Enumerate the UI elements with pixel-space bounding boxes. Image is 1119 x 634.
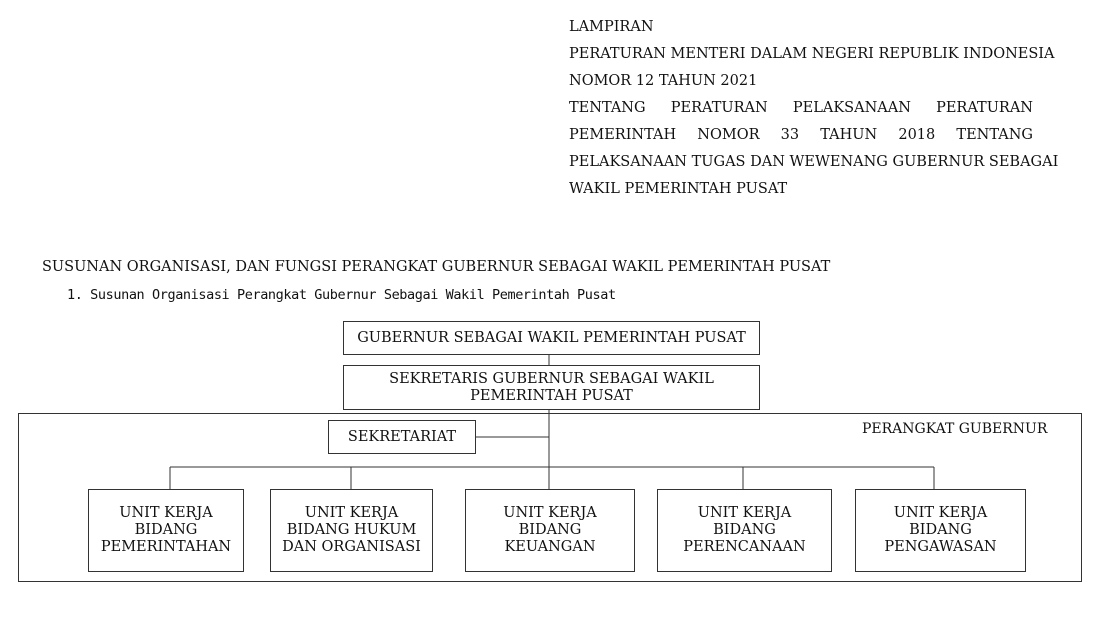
sekretariat-label: SEKRETARIAT <box>347 428 457 445</box>
header-line-2: NOMOR 12 TAHUN 2021 <box>569 73 758 89</box>
unit-label-line-1: UNIT KERJA <box>304 505 399 521</box>
header-line-3: TENTANG PERATURAN PELAKSANAAN PERATURAN <box>569 100 1033 116</box>
frame-label: PERANGKAT GUBERNUR <box>862 421 1048 437</box>
section-title: SUSUNAN ORGANISASI, DAN FUNGSI PERANGKAT GUBERNUR SEBAGAI WAKIL PEMERINTAH PUSAT <box>42 259 831 275</box>
unit-label-line-1: UNIT KERJA <box>503 505 597 521</box>
header-line-4: PEMERINTAH NOMOR 33 TAHUN 2018 TENTANG <box>569 127 1033 143</box>
unit-box-pemerintahan <box>88 489 244 572</box>
unit-label-line-3: PEMERINTAHAN <box>100 539 232 555</box>
header-lampiran: LAMPIRAN <box>569 19 654 35</box>
header-line-1: PERATURAN MENTERI DALAM NEGERI REPUBLIK INDONESIA <box>569 46 1055 62</box>
unit-label-line-2: BIDANG <box>909 522 972 538</box>
header-line-6: WAKIL PEMERINTAH PUSAT <box>569 181 788 197</box>
unit-label-line-1: UNIT KERJA <box>697 505 792 521</box>
sekretariat-box <box>328 420 476 454</box>
unit-label-line-2: BIDANG HUKUM <box>286 522 417 538</box>
sekretaris-box <box>343 365 760 410</box>
unit-label-line-2: BIDANG <box>134 522 198 538</box>
gubernur-box <box>343 321 760 355</box>
unit-box-pengawasan <box>855 489 1026 572</box>
sekretaris-label-line-1: SEKRETARIS GUBERNUR SEBAGAI WAKIL <box>389 370 714 387</box>
unit-label-line-3: DAN ORGANISASI <box>282 539 421 555</box>
header-line-5: PELAKSANAAN TUGAS DAN WEWENANG GUBERNUR SEBAGAI <box>569 154 1059 170</box>
unit-label-line-1: UNIT KERJA <box>119 505 213 521</box>
gubernur-box-label: GUBERNUR SEBAGAI WAKIL PEMERINTAH PUSAT <box>357 329 746 346</box>
sub-title: 1. Susunan Organisasi Perangkat Gubernur Sebagai Wakil Pemerintah Pusat <box>67 287 616 303</box>
unit-label-line-2: BIDANG <box>713 522 776 538</box>
unit-box-keuangan <box>465 489 635 572</box>
unit-box-hukum-organisasi <box>270 489 433 572</box>
unit-label-line-3: KEUANGAN <box>504 539 596 555</box>
sekretaris-label-line-2: PEMERINTAH PUSAT <box>470 387 633 404</box>
unit-label-line-3: PENGAWASAN <box>884 539 997 555</box>
unit-label-line-3: PERENCANAAN <box>683 539 806 555</box>
unit-box-perencanaan <box>657 489 832 572</box>
unit-label-line-2: BIDANG <box>518 522 582 538</box>
unit-label-line-1: UNIT KERJA <box>893 505 988 521</box>
